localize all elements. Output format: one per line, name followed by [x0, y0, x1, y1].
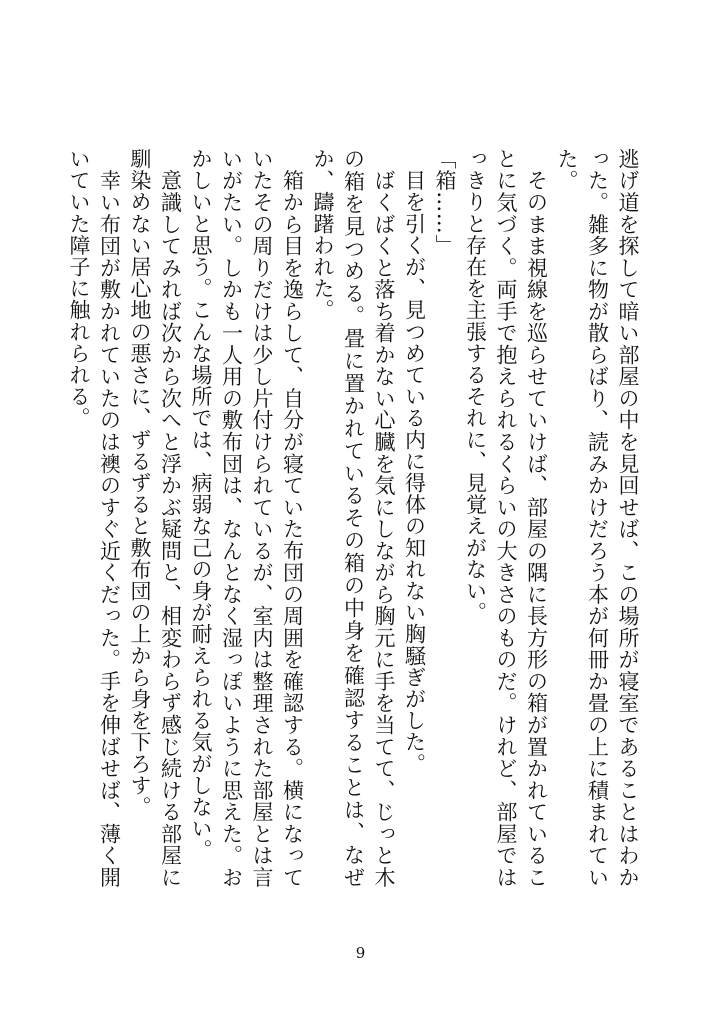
paragraph-3: 「箱……」: [433, 148, 457, 256]
page-number: 9: [355, 944, 366, 962]
vertical-text-body: [67, 148, 643, 888]
paragraph-8: 幸い布団が敷かれていたのは襖のすぐ近くだった。手を伸ばせば、薄く開いていた障子に触れられる。: [67, 148, 122, 888]
paragraph-2: そのまま視線を巡らせていけば、部屋の隅に長方形の箱が置かれていることに気づく。両手で抱えられるくらいの大きさのものだ。けれど、部屋ではっきりと存在を主張するそれに、見覚えがない。: [463, 148, 549, 888]
paragraph-1: 逃げ道を探して暗い部屋の中を見回せば、この場所が寝室であることはわかった。雑多に物が散らばり、読みかけだろう本が何冊か畳の上に積まれていた。: [555, 148, 640, 888]
paragraph-7: 意識してみれば次から次へと浮かぶ疑問と、相変わらず感じ続ける部屋に馴染めない居心地の悪さに、ずるずると敷布団の上から身を下ろす。: [128, 148, 183, 888]
paragraph-5: ばくばくと落ち着かない心臓を気にしながら胸元に手を当てて、じっと木の箱を見つめる。畳に置かれているその箱の中身を確認することは、なぜか、躊躇われた。: [311, 148, 396, 888]
paragraph-4: 目を引くが、見つめている内に得体の知れない胸騒ぎがした。: [402, 148, 427, 775]
paragraph-6: 箱から目を逸らして、自分が寝ていた布団の周囲を確認する。横になっていたその周りだけは少し片付けられているが、室内は整理された部屋とは言いがたい。しかも一人用の敷布団は、なんとなく湿っぽいように思えた。おかしいと思う。こんな場所では、病弱な己の身が耐えられる気がしない。: [189, 148, 305, 888]
